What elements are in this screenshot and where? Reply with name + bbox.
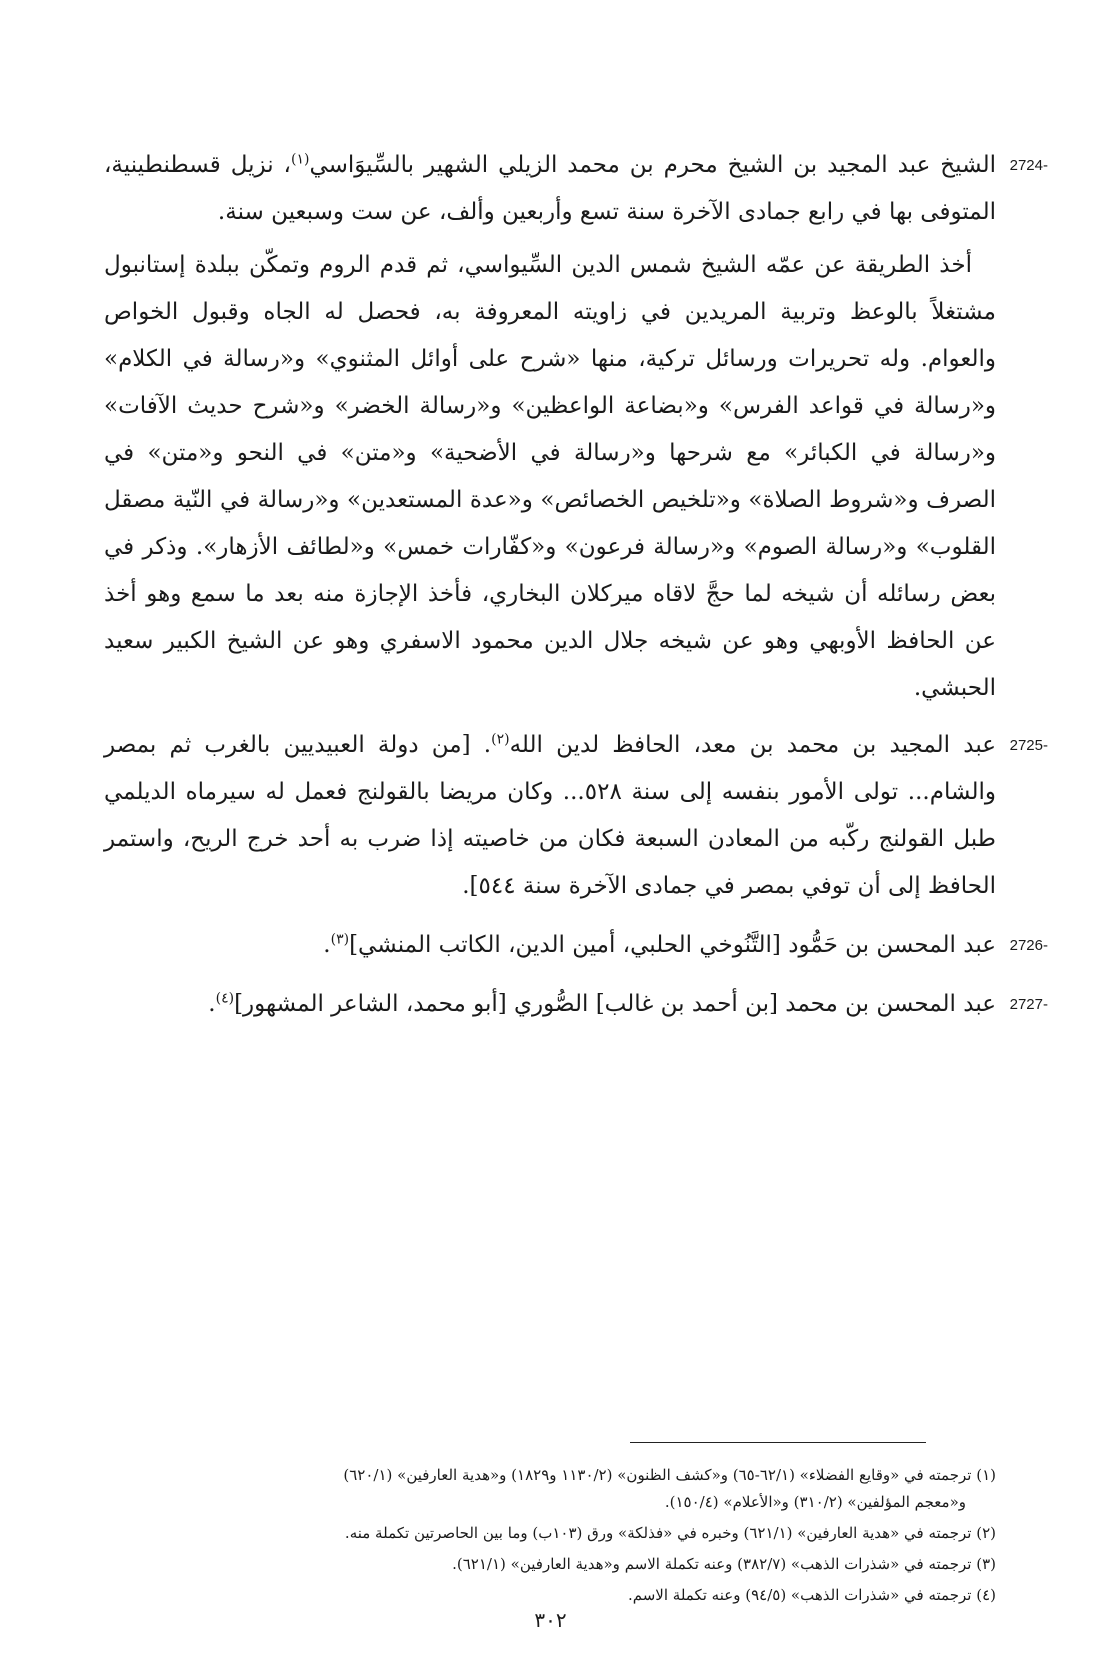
footnote-mark: (٣): [330, 931, 350, 948]
footnote-mark: (١): [290, 151, 310, 168]
entry-number: 2725-: [1009, 737, 1048, 754]
entry-number: 2724-: [1009, 157, 1048, 174]
entry-heading: عبد المحسن بن حَمُّود [التَّنُوخي الحلبي، أمين الدين، الكاتب المنشي]: [349, 932, 996, 958]
footnote-1: (١) ترجمته في «وقايع الفضلاء» (٦٢/١-٦٥) و«كشف الظنون» (١١٣٠/٢ و١٨٢٩) و«هدية العارفين» (٦٢٠/١): [343, 1466, 996, 1484]
footnote-mark: (٢): [491, 731, 510, 748]
entry-heading-rest: .: [208, 991, 216, 1017]
footnote-divider: [630, 1442, 926, 1443]
entry-2725: [104, 722, 1048, 910]
entry-heading-rest: . [من دولة العبيديين بالغرب ثم بمصر والشام... تولى الأمور بنفسه إلى سنة ٥٢٨... وكان مريضا بالقولنج فعمل له سيرماه الديلمي طبل القولنج ركّبه من المعادن السبعة فكان من خاصيته إذا ضرب به أحد خرج الريح، واستمر الحافظ إلى أن توفي بمصر في جمادى الآخرة سنة ٥٤٤].: [104, 732, 996, 899]
entry-2726: [104, 922, 1048, 969]
entry-heading: عبد المحسن بن محمد [بن أحمد بن غالب] الصُّوري [أبو محمد، الشاعر المشهور]: [234, 991, 996, 1017]
entry-number: 2726-: [1009, 937, 1048, 954]
entry-2724: [104, 142, 1048, 236]
footnote-mark: (٤): [215, 990, 235, 1007]
footnote-1-continued: و«معجم المؤلفين» (٣١٠/٢) و«الأعلام» (١٥٠/٤).: [664, 1493, 966, 1511]
footnote-4: (٤) ترجمته في «شذرات الذهب» (٩٤/٥) وعنه تكملة الاسم.: [627, 1586, 996, 1604]
entry-heading: الشيخ عبد المجيد بن الشيخ محرم بن محمد الزيلي الشهير بالسِّيوَاسي: [309, 152, 996, 178]
footnotes: [104, 1462, 996, 1609]
entry-number: 2727-: [1009, 996, 1048, 1013]
main-text: [104, 142, 1048, 1028]
entry-heading: عبد المجيد بن محمد بن معد، الحافظ لدين الله: [509, 732, 996, 758]
footnote-3: (٣) ترجمته في «شذرات الذهب» (٣٨٢/٧) وعنه تكملة الاسم و«هدية العارفين» (٦٢١/١).: [452, 1555, 996, 1573]
entry-body: أخذ الطريقة عن عمّه الشيخ شمس الدين السِّيواسي، ثم قدم الروم وتمكّن ببلدة إستانبول مشتغلاً بالوعظ وتربية المريدين في زاويته المعروفة به، فحصل له الجاه وقبول الخواص والعوام. وله تحريرات ورسائل تركية، منها «شرح على أوائل المثنوي» و«رسالة في الكلام» و«رسالة في قواعد الفرس» و«بضاعة الواعظين» و«رسالة الخضر» و«شرح حديث الآفات» و«رسالة في الكبائر» مع شرحها و«رسالة في الأضحية» و«متن» في النحو و«متن» في الصرف و«شروط الصلاة» و«تلخيص الخصائص» و«عدة المستعدين» و«رسالة في النّية مصقل القلوب» و«رسالة الصوم» و«رسالة فرعون» و«كفّارات خمس» و«لطائف الأزهار». وذكر في بعض رسائله أن شيخه لما حجَّ لاقاه ميركلان البخاري، فأخذ الإجازة منه بعد ما سمع وهو أخذ عن الحافظ الأوبهي وهو عن شيخه جلال الدين محمود الاسفري وهو عن الشيخ الكبير سعيد الحبشي.: [104, 252, 996, 701]
footnote-2: (٢) ترجمته في «هدية العارفين» (٦٢١/١) وخبره في «فذلكة» ورق (١٠٣ب) وما بين الحاصرتين تكملة منه.: [344, 1524, 996, 1542]
page-number: ٣٠٢: [534, 1608, 567, 1632]
entry-heading-rest: .: [323, 932, 331, 958]
entry-2727: [104, 981, 1048, 1028]
entry-heading-rest: ، نزيل قسطنطينية، المتوفى بها في رابع جمادى الآخرة سنة تسع وأربعين وألف، عن ست وسبعين سنة.: [104, 152, 996, 225]
